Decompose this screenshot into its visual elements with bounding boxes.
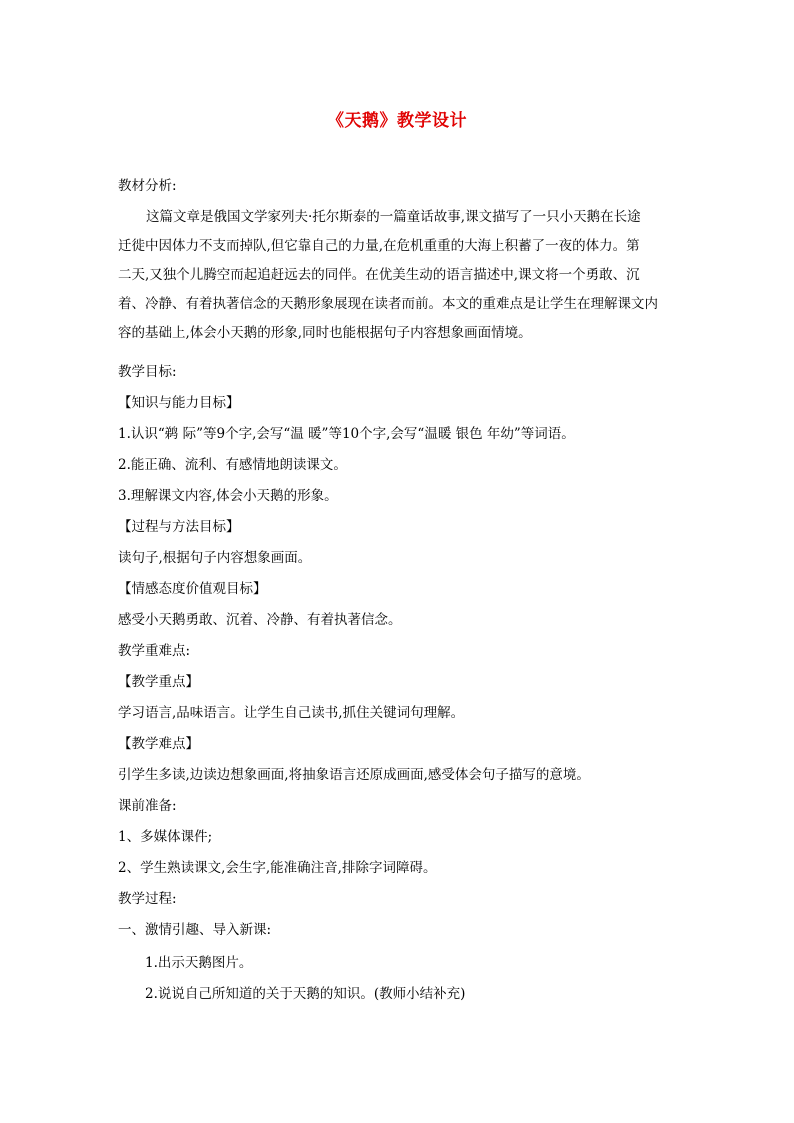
knowledge-item-2: 2.能正确、流利、有感情地朗读课文。 [118,457,347,473]
page-title: 《天鹅》教学设计 [327,111,467,131]
prep-item-1: 1、多媒体课件; [118,829,213,845]
prep-heading: 课前准备: [118,798,177,814]
process-heading: 【过程与方法目标】 [118,519,240,535]
emotion-item-1: 感受小天鹅勇敢、沉着、冷静、有着执著信念。 [118,612,402,628]
difficulty-heading: 【教学难点】 [118,736,199,752]
paragraph-line: 迁徙中因体力不支而掉队,但它靠自己的力量,在危机重重的大海上积蓄了一夜的体力。第 [118,238,640,254]
knowledge-item-1: 1.认识“鹈 际”等9个字,会写“温 暖”等10个字,会写“温暖 银色 年幼”等词语。 [118,426,575,442]
emotion-heading: 【情感态度价值观目标】 [118,581,267,597]
paragraph-line: 着、冷静、有着执著信念的天鹅形象展现在读者而前。本文的重难点是让学生在理解课文内 [118,296,658,312]
material-paragraph [118,203,678,348]
goals-heading: 教学目标: [118,364,177,380]
step1-item-1: 1.出示天鹅图片。 [145,955,253,971]
step1-item-2: 2.说说自己所知道的关于天鹅的知识。(教师小结补充) [145,986,466,1002]
paragraph-line: 这篇文章是俄国文学家列夫·托尔斯泰的一篇童话故事,课文描写了一只小天鹅在长途 [146,209,641,225]
paragraph-line: 二天,又独个儿腾空而起追赶远去的同伴。在优美生动的语言描述中,课文将一个勇敢、沉 [118,267,640,283]
process-item-1: 读句子,根据句子内容想象画面。 [118,550,312,566]
teaching-process-heading: 教学过程: [118,891,177,907]
key-difficult-heading: 教学重难点: [118,643,191,659]
paragraph-line: 容的基础上,体会小天鹅的形象,同时也能根据句子内容想象画面情境。 [118,325,532,341]
knowledge-item-3: 3.理解课文内容,体会小天鹅的形象。 [118,488,338,504]
focus-heading: 【教学重点】 [118,674,199,690]
focus-text: 学习语言,品味语言。让学生自己读书,抓住关键词句理解。 [118,705,465,721]
prep-item-2: 2、学生熟读课文,会生字,能准确注音,排除字词障碍。 [118,860,437,876]
step1-heading: 一、激情引趣、导入新课: [118,922,272,938]
difficulty-text: 引学生多读,边读边想象画面,将抽象语言还原成画面,感受体会句子描写的意境。 [118,767,590,783]
knowledge-heading: 【知识与能力目标】 [118,395,240,411]
material-heading: 教材分析: [118,178,177,194]
